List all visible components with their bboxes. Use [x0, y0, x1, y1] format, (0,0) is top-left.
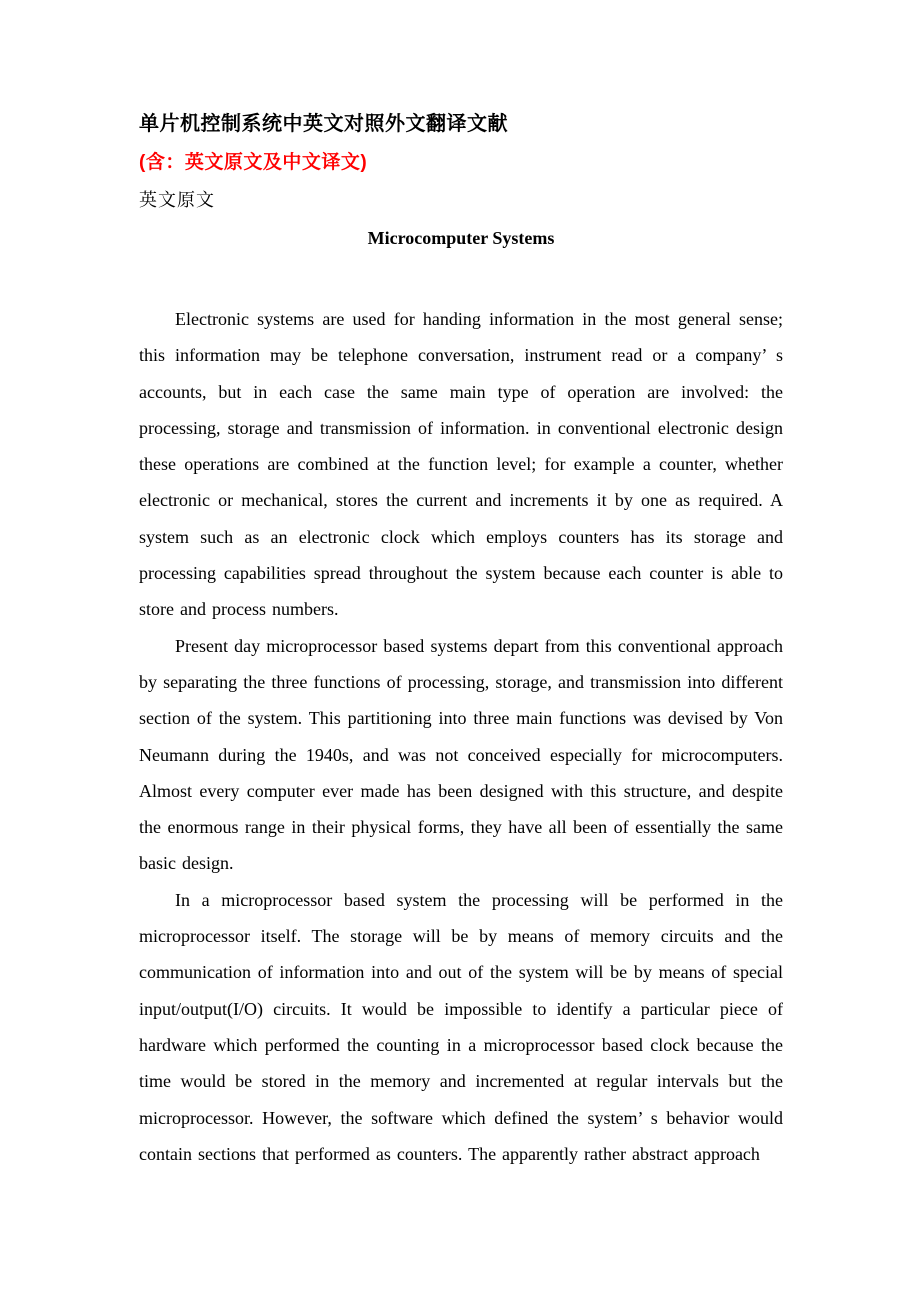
article	[139, 227, 783, 1172]
chinese-document-title: 单片机控制系统中英文对照外文翻译文献	[139, 113, 508, 135]
document-header	[139, 112, 783, 211]
article-body	[139, 301, 783, 1172]
paragraph-3: In a microprocessor based system the processing will be performed in the microprocessor itself. The storage will be by means of memory circuits and the communication of information into and out of the system will be by means of special input/output(I/O) circuits. It would be impossible to identify a particular piece of hardware which performed the counting in a microprocessor based clock because the time would be stored in the memory and incremented at regular intervals but the microprocessor. However, the software which defined the system’ s behavior would contain sections that performed as counters. The apparently rather abstract approach	[139, 889, 783, 1164]
article-title: Microcomputer Systems	[367, 228, 555, 248]
paragraph-1: Electronic systems are used for handing information in the most general sense; this information may be telephone conversation, instrument read or a company’ s accounts, but in each case the same main type of operation are involved: the processing, storage and transmission of information. in conventional electronic design these operations are combined at the function level; for example a counter, whether electronic or mechanical, stores the current and increments it by one as required. A system such as an electronic clock which employs counters has its storage and processing capabilities spread throughout the system because each counter is able to store and process numbers.	[139, 309, 783, 620]
section-label-english-original: 英文原文	[139, 190, 215, 210]
paragraph-2: Present day microprocessor based systems depart from this conventional approach by separating the three functions of processing, storage, and transmission into different section of the system. This partitioning into three main functions was devised by Von Neumann during the 1940s, and was not conceived especially for microcomputers. Almost every computer ever made has been designed with this structure, and despite the enormous range in their physical forms, they have all been of essentially the same basic design.	[139, 635, 783, 874]
chinese-subtitle-red: (含：英文原文及中文译文)	[139, 152, 368, 173]
